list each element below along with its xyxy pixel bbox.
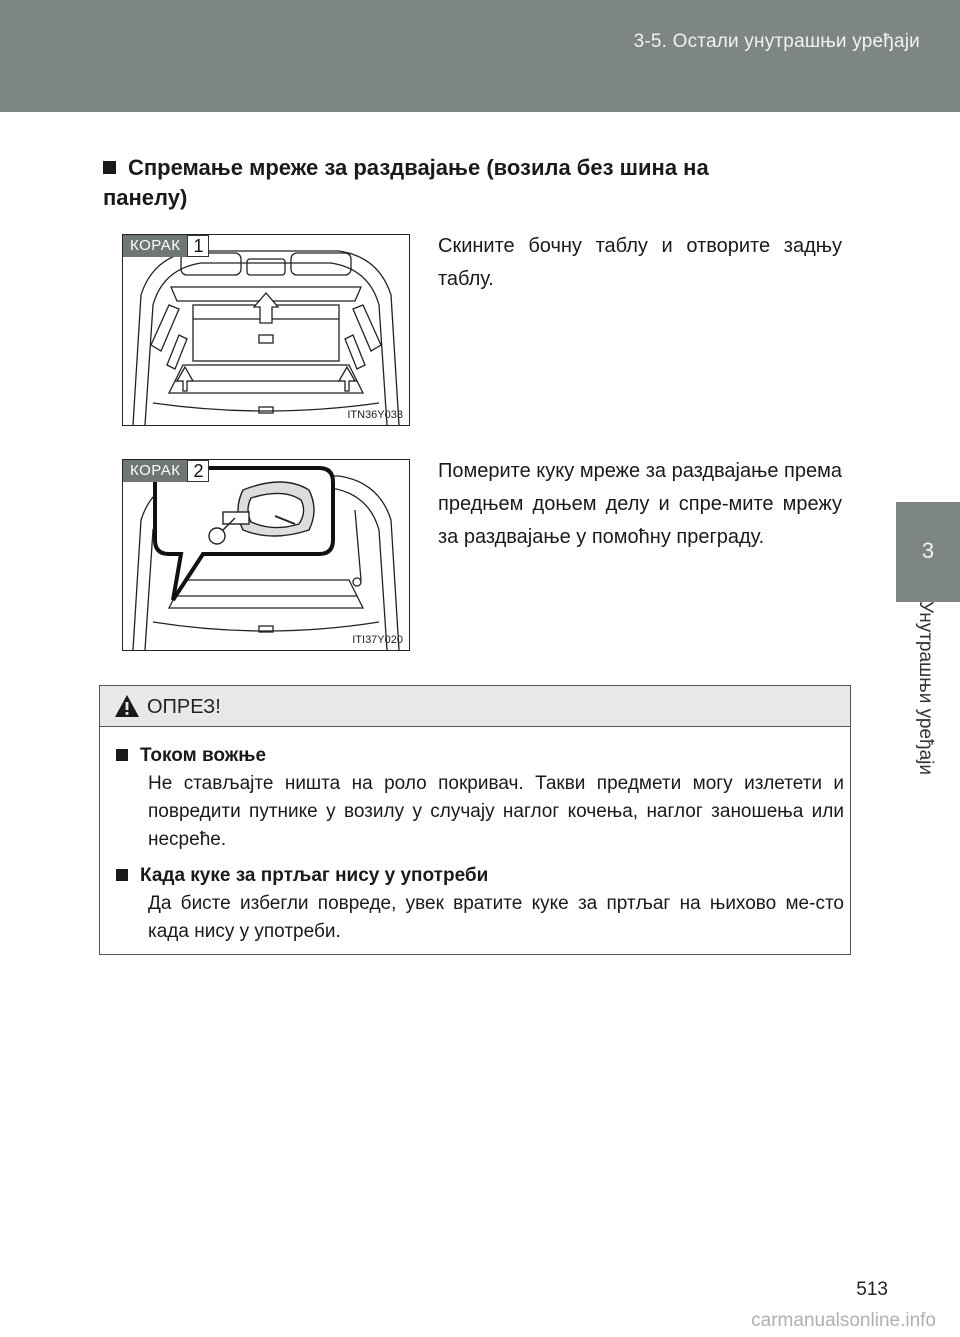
watermark: carmanualsonline.info: [751, 1310, 936, 1331]
square-bullet-icon: [103, 161, 116, 174]
step-label: КОРАК: [123, 460, 187, 482]
square-bullet-icon: [116, 869, 128, 881]
step-1-text: Скините бочну таблу и отворите задњу таблу.: [438, 235, 842, 290]
step-2-text: Померите куку мреже за раздвајање према предњем доњем делу и спре-мите мрежу за раздвајање у помоћну преграду.: [438, 460, 842, 548]
section-heading-text: Спремање мреже за раздвајање (возила без шина на панелу): [103, 155, 709, 210]
chapter-side-label: Унутрашњи уређаји: [915, 601, 936, 776]
figure-code: ITI37Y020: [352, 634, 403, 646]
chapter-side-label-wrap: [905, 601, 945, 810]
square-bullet-icon: [116, 749, 128, 761]
step-2-figure: [122, 459, 410, 651]
caution-item-text: Да бисте избегли повреде, увек вратите куке за пртљаг на њихово ме-сто када нису у употреби.: [148, 893, 844, 942]
chapter-tab: [896, 502, 960, 602]
caution-header: [100, 686, 850, 727]
step-number: 1: [187, 235, 209, 257]
step-1-badge: [123, 235, 209, 257]
step-number: 2: [187, 460, 209, 482]
caution-item-heading: Током вожње: [140, 745, 267, 766]
warning-triangle-icon: [114, 694, 140, 718]
chapter-title: 3-5. Остали унутрашњи уређаји: [633, 31, 920, 52]
page-number: 513: [856, 1279, 888, 1300]
step-1-figure: [122, 234, 410, 426]
chapter-number: 3: [921, 538, 935, 563]
caution-box: [99, 685, 851, 955]
caution-item-text: Не стављајте ништа на роло покривач. Такви предмети могу излетети и повредити путнике у возилу у случају наглог кочења, наглог заношења или несреће.: [148, 773, 844, 850]
caution-item: [116, 864, 844, 946]
step-label: КОРАК: [123, 235, 187, 257]
figure-code: ITN36Y033: [347, 409, 403, 421]
caution-title: ОПРЕЗ!: [147, 696, 221, 718]
caution-item: [116, 744, 844, 854]
section-heading: [103, 153, 763, 213]
step-2-badge: [123, 460, 209, 482]
cargo-area-hook-illustration: [123, 460, 409, 650]
caution-item-heading: Када куке за пртљаг нису у употреби: [140, 865, 489, 886]
page-header: [0, 0, 960, 112]
cargo-area-illustration: [123, 235, 409, 425]
